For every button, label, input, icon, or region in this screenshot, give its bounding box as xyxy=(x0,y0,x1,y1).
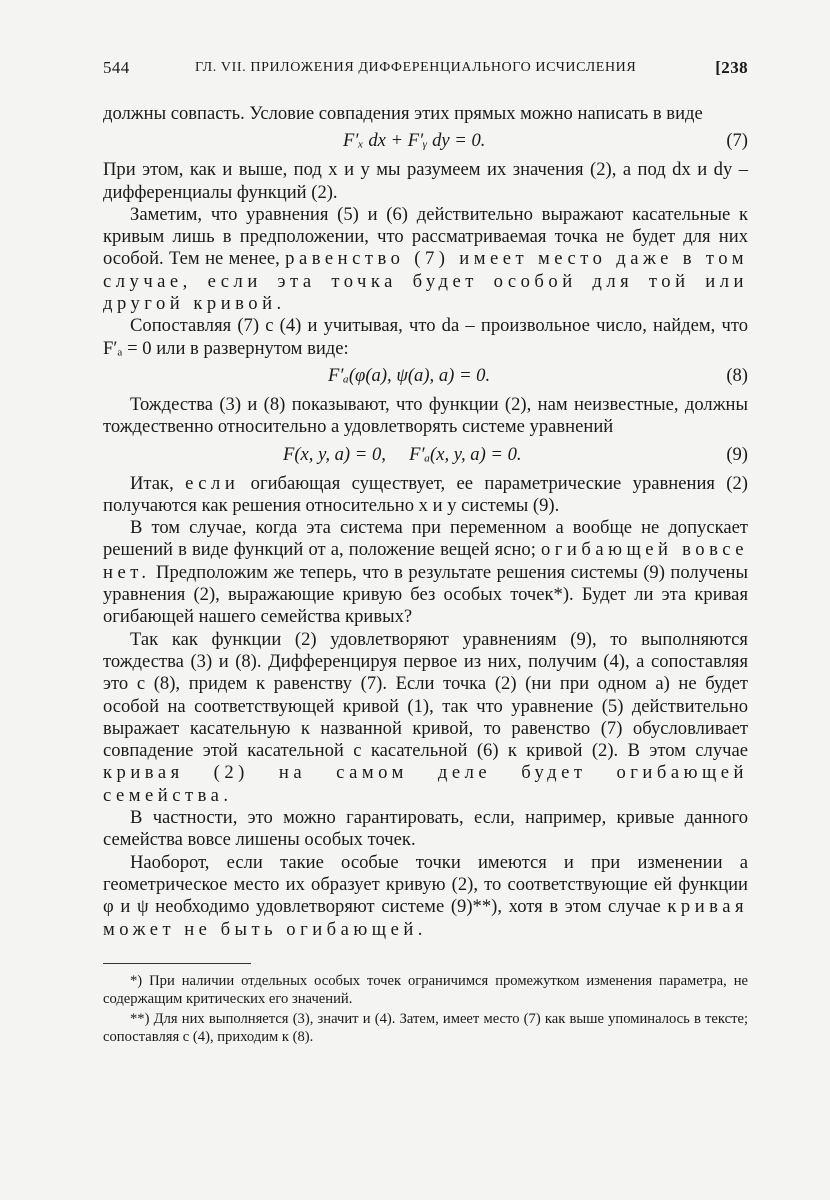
spaced-emphasis: если xyxy=(185,472,240,494)
equation-9 xyxy=(103,441,748,471)
text-run: В том случае, когда эта система при переменном a вообще не допускает решений в виде функций от a, положение вещей ясно; xyxy=(103,517,748,561)
spaced-emphasis: кривая (2) на самом деле будет огибающей семейства. xyxy=(103,762,748,806)
footnote: *) При наличии отдельных особых точек ограничимся промежутком изменения параметра, не содержащим критических его значений. xyxy=(103,972,748,1007)
equation-formula: F(x, y, a) = 0, F′ₐ(x, y, a) = 0. xyxy=(283,443,522,465)
text-run: Так как функции (2) удовлетворяют уравнениям (9), то выполняются тождества (3) и (8). Дифференцируя первое из них, получим (4), а сопоставляя это с (8), придем к равенству (7). Если точка (2) (ни при одном a) не будет особой на соответствующей кривой (1), так что уравнение (5) действительно выражает касательную к названной кривой, то равенство (7) обусловливает совпадение этой касательной с касательной (6) к кривой (2). В этом случае xyxy=(103,628,748,762)
text-run: Итак, xyxy=(130,472,186,494)
section-number: [238 xyxy=(715,58,748,77)
equation-7 xyxy=(103,127,748,157)
paragraph: При этом, как и выше, под x и y мы разумеем их значения (2), а под dx и dy – дифференциалы функций (2). xyxy=(103,159,748,203)
paragraph xyxy=(103,473,748,518)
paragraph: Тождества (3) и (8) показывают, что функции (2), нам неизвестные, должны тождественно относительно a удовлетворять системе уравнений xyxy=(103,393,748,438)
text-run: огибающая существует, ее параметрические уравнения (2) получаются как решения относительно x и y системы (9). xyxy=(103,472,748,516)
running-header xyxy=(103,58,748,84)
spaced-emphasis: огибающей вовсе нет. xyxy=(103,539,748,583)
paragraph xyxy=(103,629,748,807)
text-run: Предположим же теперь, что в результате решения системы (9) получены уравнения (2), выражающие кривую без особых точек*). Будет ли эта кривая огибающей нашего семейства кривых? xyxy=(103,561,748,628)
text-run: Наоборот, если такие особые точки имеются и при изменении a геометрическое место их образует кривую (2), то соответствующие ей функции φ и ψ необходимо удовлетворяют системе (9)**), хотя в этом случае xyxy=(103,851,748,918)
equation-formula: F′ₐ(φ(a), ψ(a), a) = 0. xyxy=(328,364,491,386)
paragraph: Сопоставляя (7) с (4) и учитывая, что da – произвольное число, найдем, что F′ₐ = 0 или в развернутом виде: xyxy=(103,315,748,359)
text-run: Заметим, что уравнения (5) и (6) действительно выражают касательные к кривым лишь в предположении, что рассматриваемая точка не будет для них особой. Тем не менее, xyxy=(103,203,748,270)
footnote-divider xyxy=(103,963,251,964)
main-text xyxy=(103,103,748,1048)
equation-number: (7) xyxy=(726,130,748,152)
spaced-emphasis: равенство (7) имеет место даже в том случае, если эта точка будет особой для той или другой кривой. xyxy=(103,248,748,315)
paragraph xyxy=(103,517,748,628)
paragraph xyxy=(103,852,748,941)
paragraph: В частности, это можно гарантировать, если, например, кривые данного семейства вовсе лишены особых точек. xyxy=(103,807,748,851)
equation-number: (8) xyxy=(726,364,748,386)
footnote: **) Для них выполняется (3), значит и (4). Затем, имеет место (7) как выше упоминалось в тексте; сопоставляя с (4), приходим к (8). xyxy=(103,1010,748,1045)
equation-formula: F′ₓ dx + F′ᵧ dy = 0. xyxy=(343,130,486,152)
page-number: 544 xyxy=(103,58,130,77)
equation-8 xyxy=(103,362,748,392)
paragraph xyxy=(103,204,748,315)
spaced-emphasis: кривая может не быть огибающей. xyxy=(103,896,748,940)
equation-number: (9) xyxy=(726,443,748,465)
paragraph: должны совпасть. Условие совпадения этих прямых можно написать в виде xyxy=(103,103,703,124)
chapter-title: ГЛ. VII. ПРИЛОЖЕНИЯ ДИФФЕРЕНЦИАЛЬНОГО ИСЧИСЛЕНИЯ xyxy=(195,60,637,75)
